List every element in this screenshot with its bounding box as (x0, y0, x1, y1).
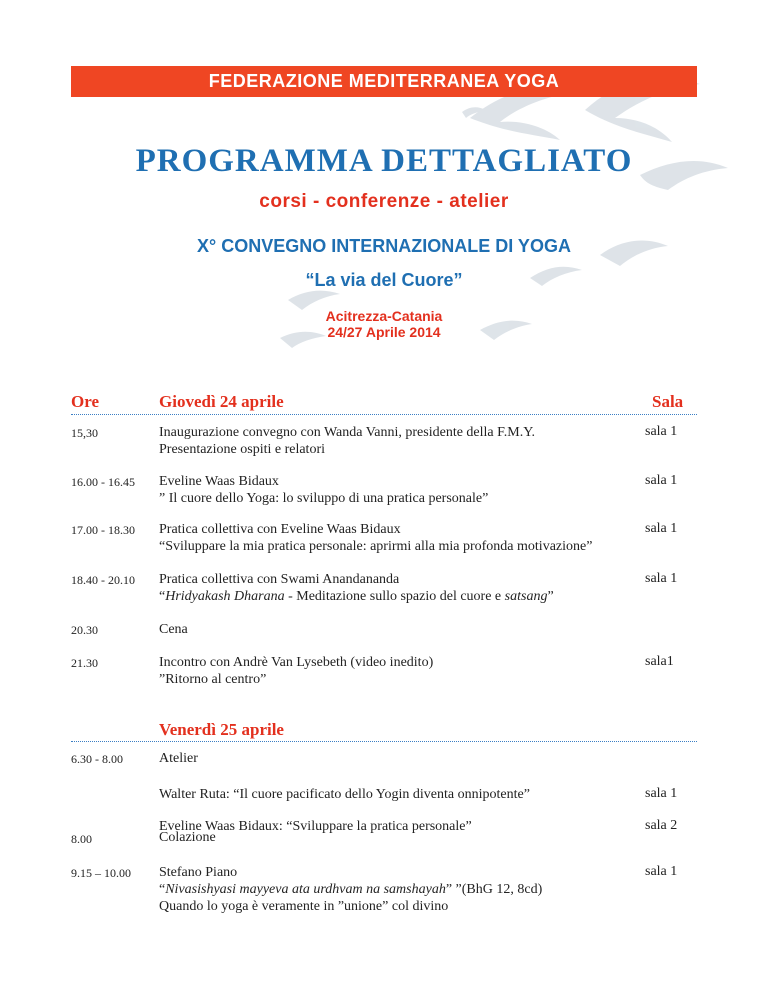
seagulls-illustration (0, 0, 768, 360)
row-time: 15,30 (71, 426, 98, 440)
row-line: Eveline Waas Bidaux (159, 474, 279, 489)
row-line: Quando lo yoga è veramente in ”unione” col divino (159, 899, 449, 914)
row-line: Pratica collettiva con Eveline Waas Bidaux (159, 522, 401, 537)
row-description (159, 864, 542, 915)
divider (71, 414, 697, 415)
row-line: ”Ritorno al centro” (159, 672, 267, 687)
column-header-sala: Sala (652, 392, 684, 411)
row-time: 9.15 – 10.00 (71, 866, 131, 880)
row-line: Inaugurazione convegno con Wanda Vanni, presidente della F.M.Y. (159, 425, 536, 440)
row-description (159, 621, 188, 638)
row-sala: sala 1 (645, 786, 678, 801)
row-time: 8.00 (71, 832, 92, 846)
row-line: Cena (159, 622, 188, 637)
event-dates: 24/27 Aprile 2014 (327, 324, 441, 340)
row-sala: sala 1 (645, 424, 678, 439)
row-sala: sala 1 (645, 864, 678, 879)
row-line: Eveline Waas Bidaux: “Sviluppare la pratica personale” (159, 819, 472, 834)
row-time: 6.30 - 8.00 (71, 752, 123, 766)
row-line: Incontro con Andrè Van Lysebeth (video inedito) (159, 655, 434, 670)
row-description (159, 829, 216, 846)
page-title: PROGRAMMA DETTAGLIATO (135, 143, 633, 179)
row-sala: sala 1 (645, 571, 678, 586)
row-time: 21.30 (71, 656, 98, 670)
row-time: 20.30 (71, 623, 98, 637)
day-heading-thursday: Giovedì 24 aprile (159, 392, 284, 411)
row-sala: sala1 (645, 654, 674, 669)
federation-banner: FEDERAZIONE MEDITERRANEA YOGA (71, 66, 697, 97)
row-line: Walter Ruta: “Il cuore pacificato dello Yogin diventa onnipotente” (159, 787, 530, 802)
convention-title: X° CONVEGNO INTERNAZIONALE DI YOGA (197, 236, 571, 256)
row-sala: sala 1 (645, 473, 678, 488)
page-subtitle: corsi - conferenze - atelier (259, 191, 509, 212)
event-place: Acitrezza-Catania (325, 308, 443, 324)
row-description (159, 654, 433, 688)
row-line: “Sviluppare la mia pratica personale: aprirmi alla mia profonda motivazione” (159, 539, 593, 554)
convention-motto: “La via del Cuore” (305, 270, 463, 290)
row-description (159, 424, 535, 458)
row-line: Atelier (159, 751, 198, 766)
row-description (159, 473, 488, 507)
row-sala: sala 1 (645, 521, 678, 536)
event-location (0, 308, 768, 340)
row-description (159, 786, 530, 803)
row-time: 17.00 - 18.30 (71, 523, 135, 537)
column-header-ore: Ore (71, 392, 100, 411)
day-heading-friday: Venerdì 25 aprile (159, 720, 284, 739)
row-description (159, 521, 592, 555)
row-time: 18.40 - 20.10 (71, 573, 135, 587)
row-description (159, 571, 554, 605)
row-line: Pratica collettiva con Swami Anandananda (159, 572, 400, 587)
row-line: “Hridyakash Dharana - Meditazione sullo spazio del cuore e satsang” (159, 589, 554, 604)
row-line: ” Il cuore dello Yoga: lo sviluppo di una pratica personale” (159, 491, 489, 506)
row-sala: sala 2 (645, 818, 678, 833)
row-line: Colazione (159, 830, 216, 845)
row-line: Stefano Piano (159, 865, 238, 880)
row-line: Presentazione ospiti e relatori (159, 442, 325, 457)
row-line: “Nivasishyasi mayyeva ata urdhvam na samshayah” ”(BhG 12, 8cd) (159, 882, 543, 897)
row-description (159, 750, 198, 767)
row-time: 16.00 - 16.45 (71, 475, 135, 489)
divider (71, 741, 697, 742)
